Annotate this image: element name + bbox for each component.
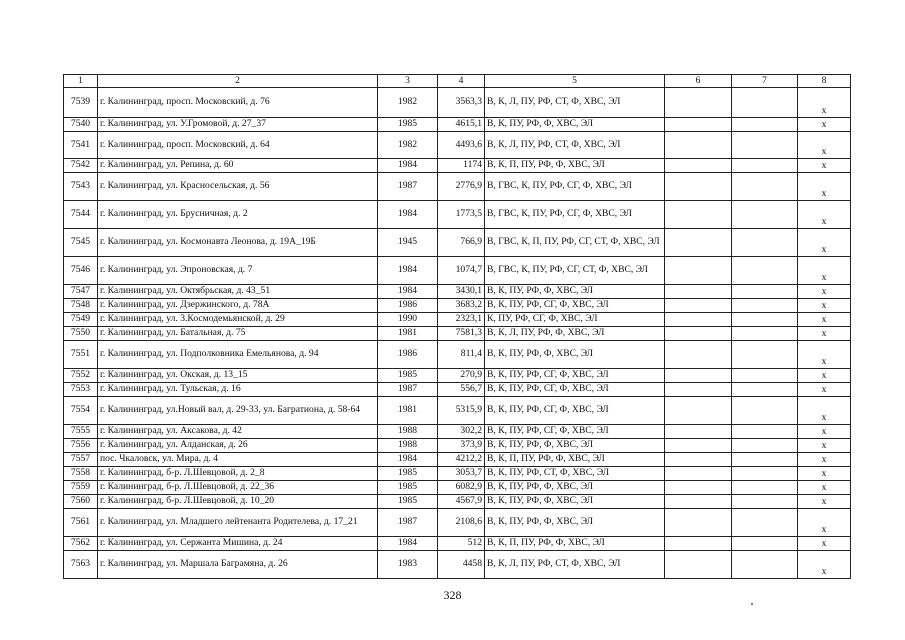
table-row: [64, 425, 851, 439]
mark-cell: x: [798, 551, 851, 579]
mark-cell: x: [798, 159, 851, 173]
services-cell: В, К, ПУ, РФ, Ф, ХВС, ЭЛ: [485, 341, 665, 369]
address-cell: г. Калининград, ул. Репина, д. 60: [98, 159, 378, 173]
row-number-cell: 7554: [64, 397, 98, 425]
address-cell: г. Калининград, ул. Подполковника Емельянова, д. 94: [98, 341, 378, 369]
mark-cell: x: [798, 88, 851, 118]
column-7-cell: [732, 173, 798, 201]
address-cell: г. Калининград, ул. У.Громовой, д. 27_37: [98, 118, 378, 132]
area-cell: 556,7: [438, 383, 485, 397]
year-cell: 1985: [378, 369, 438, 383]
address-cell: г. Калининград, ул. Эпроновская, д. 7: [98, 257, 378, 285]
services-cell: В, К, ПУ, РФ, Ф, ХВС, ЭЛ: [485, 118, 665, 132]
column-6-cell: [665, 397, 732, 425]
mark-cell: x: [798, 509, 851, 537]
address-cell: г. Калининград, б-р. Л.Шевцовой, д. 2_8: [98, 467, 378, 481]
table-row: [64, 467, 851, 481]
year-cell: 1987: [378, 509, 438, 537]
area-cell: 1773,5: [438, 201, 485, 229]
column-6-cell: [665, 229, 732, 257]
column-6-cell: [665, 173, 732, 201]
year-cell: 1985: [378, 118, 438, 132]
area-cell: 2108,6: [438, 509, 485, 537]
area-cell: 3563,3: [438, 88, 485, 118]
table-row: [64, 159, 851, 173]
year-cell: 1984: [378, 285, 438, 299]
services-cell: В, К, ПУ, РФ, СГ, Ф, ХВС, ЭЛ: [485, 425, 665, 439]
column-6-cell: [665, 551, 732, 579]
area-cell: 4567,9: [438, 495, 485, 509]
column-7-cell: [732, 118, 798, 132]
row-number-cell: 7547: [64, 285, 98, 299]
column-6-cell: [665, 285, 732, 299]
area-cell: 766,9: [438, 229, 485, 257]
year-cell: 1985: [378, 495, 438, 509]
table-row: [64, 495, 851, 509]
services-cell: В, К, П, ПУ, РФ, Ф, ХВС, ЭЛ: [485, 453, 665, 467]
services-cell: В, К, ПУ, РФ, СГ, Ф, ХВС, ЭЛ: [485, 383, 665, 397]
table-row: [64, 201, 851, 229]
year-cell: 1985: [378, 467, 438, 481]
mark-cell: x: [798, 229, 851, 257]
year-cell: 1985: [378, 481, 438, 495]
table-row: [64, 537, 851, 551]
mark-cell: x: [798, 383, 851, 397]
table-row: [64, 551, 851, 579]
column-7-cell: [732, 369, 798, 383]
services-cell: В, К, Л, ПУ, РФ, СТ, Ф, ХВС, ЭЛ: [485, 551, 665, 579]
year-cell: 1987: [378, 383, 438, 397]
mark-cell: x: [798, 313, 851, 327]
year-cell: 1984: [378, 201, 438, 229]
year-cell: 1982: [378, 88, 438, 118]
mark-cell: x: [798, 537, 851, 551]
year-cell: 1981: [378, 327, 438, 341]
table-row: [64, 341, 851, 369]
services-cell: В, К, П, ПУ, РФ, Ф, ХВС, ЭЛ: [485, 537, 665, 551]
mark-cell: x: [798, 299, 851, 313]
mark-cell: x: [798, 327, 851, 341]
row-number-cell: 7552: [64, 369, 98, 383]
mark-cell: x: [798, 453, 851, 467]
mark-cell: x: [798, 132, 851, 159]
area-cell: 4458: [438, 551, 485, 579]
address-cell: г. Калининград, ул. Брусничная, д. 2: [98, 201, 378, 229]
row-number-cell: 7557: [64, 453, 98, 467]
area-cell: 3683,2: [438, 299, 485, 313]
year-cell: 1987: [378, 173, 438, 201]
row-number-cell: 7544: [64, 201, 98, 229]
scan-speck: [751, 603, 753, 605]
services-cell: В, К, ПУ, РФ, Ф, ХВС, ЭЛ: [485, 285, 665, 299]
column-6-cell: [665, 257, 732, 285]
column-6-cell: [665, 118, 732, 132]
year-cell: 1988: [378, 439, 438, 453]
column-header-7: 7: [732, 75, 798, 88]
column-7-cell: [732, 425, 798, 439]
address-cell: г. Калининград, ул. Маршала Баграмяна, д. 26: [98, 551, 378, 579]
table-row: [64, 285, 851, 299]
row-number-cell: 7553: [64, 383, 98, 397]
address-cell: г. Калининград, ул.Новый вал, д. 29-33, ул. Багратиона, д. 58-64: [98, 397, 378, 425]
area-cell: 270,9: [438, 369, 485, 383]
table-row: [64, 481, 851, 495]
area-cell: 4212,2: [438, 453, 485, 467]
year-cell: 1984: [378, 537, 438, 551]
column-7-cell: [732, 132, 798, 159]
row-number-cell: 7555: [64, 425, 98, 439]
column-6-cell: [665, 132, 732, 159]
column-7-cell: [732, 285, 798, 299]
row-number-cell: 7543: [64, 173, 98, 201]
table-row: [64, 313, 851, 327]
column-6-cell: [665, 88, 732, 118]
services-cell: К, ПУ, РФ, СГ, Ф, ХВС, ЭЛ: [485, 313, 665, 327]
column-7-cell: [732, 481, 798, 495]
row-number-cell: 7546: [64, 257, 98, 285]
year-cell: 1984: [378, 159, 438, 173]
column-6-cell: [665, 383, 732, 397]
services-cell: В, К, ПУ, РФ, СТ, Ф, ХВС, ЭЛ: [485, 467, 665, 481]
column-7-cell: [732, 509, 798, 537]
services-cell: В, К, ПУ, РФ, СГ, Ф, ХВС, ЭЛ: [485, 299, 665, 313]
year-cell: 1984: [378, 453, 438, 467]
address-cell: г. Калининград, б-р. Л.Шевцовой, д. 10_20: [98, 495, 378, 509]
services-cell: В, К, ПУ, РФ, Ф, ХВС, ЭЛ: [485, 481, 665, 495]
area-cell: 302,2: [438, 425, 485, 439]
table-row: [64, 369, 851, 383]
area-cell: 2776,9: [438, 173, 485, 201]
mark-cell: x: [798, 201, 851, 229]
mark-cell: x: [798, 118, 851, 132]
table-row: [64, 397, 851, 425]
address-cell: г. Калининград, ул. 3.Космодемьянской, д. 29: [98, 313, 378, 327]
address-cell: г. Калининград, ул. Тульская, д. 16: [98, 383, 378, 397]
page-number: 328: [443, 588, 462, 602]
table-row: [64, 132, 851, 159]
table-row: [64, 383, 851, 397]
column-header-3: 3: [378, 75, 438, 88]
column-7-cell: [732, 537, 798, 551]
area-cell: 6082,9: [438, 481, 485, 495]
address-cell: пос. Чкаловск, ул. Мира, д. 4: [98, 453, 378, 467]
column-7-cell: [732, 201, 798, 229]
row-number-cell: 7562: [64, 537, 98, 551]
table-row: [64, 327, 851, 341]
column-7-cell: [732, 313, 798, 327]
services-cell: В, ГВС, К, П, ПУ, РФ, СГ, СТ, Ф, ХВС, ЭЛ: [485, 229, 665, 257]
column-7-cell: [732, 467, 798, 481]
column-7-cell: [732, 88, 798, 118]
address-cell: г. Калининград, ул. Сержанта Мишина, д. 24: [98, 537, 378, 551]
address-cell: г. Калининград, ул. Космонавта Леонова, д. 19А_19Б: [98, 229, 378, 257]
column-6-cell: [665, 537, 732, 551]
table-row: [64, 257, 851, 285]
table-row: [64, 118, 851, 132]
year-cell: 1984: [378, 257, 438, 285]
address-cell: г. Калининград, ул. Алданская, д. 26: [98, 439, 378, 453]
year-cell: 1983: [378, 551, 438, 579]
table-row: [64, 88, 851, 118]
row-number-cell: 7559: [64, 481, 98, 495]
services-cell: В, ГВС, К, ПУ, РФ, СГ, СТ, Ф, ХВС, ЭЛ: [485, 257, 665, 285]
row-number-cell: 7556: [64, 439, 98, 453]
table-row: [64, 299, 851, 313]
year-cell: 1986: [378, 341, 438, 369]
column-7-cell: [732, 453, 798, 467]
column-header-4: 4: [438, 75, 485, 88]
address-cell: г. Калининград, ул. Дзержинского, д. 78А: [98, 299, 378, 313]
row-number-cell: 7540: [64, 118, 98, 132]
address-cell: г. Калининград, ул. Октябрьская, д. 43_51: [98, 285, 378, 299]
area-cell: 512: [438, 537, 485, 551]
services-cell: В, К, Л, ПУ, РФ, СТ, Ф, ХВС, ЭЛ: [485, 88, 665, 118]
address-cell: г. Калининград, ул. Окская, д. 13_15: [98, 369, 378, 383]
year-cell: 1982: [378, 132, 438, 159]
column-7-cell: [732, 341, 798, 369]
mark-cell: x: [798, 369, 851, 383]
column-6-cell: [665, 159, 732, 173]
column-6-cell: [665, 439, 732, 453]
column-6-cell: [665, 425, 732, 439]
year-cell: 1988: [378, 425, 438, 439]
address-cell: г. Калининград, ул. Младшего лейтенанта Родителева, д. 17_21: [98, 509, 378, 537]
row-number-cell: 7551: [64, 341, 98, 369]
mark-cell: x: [798, 397, 851, 425]
row-number-cell: 7550: [64, 327, 98, 341]
column-6-cell: [665, 369, 732, 383]
row-number-cell: 7561: [64, 509, 98, 537]
address-cell: г. Калининград, ул. Красносельская, д. 56: [98, 173, 378, 201]
column-6-cell: [665, 313, 732, 327]
column-6-cell: [665, 327, 732, 341]
mark-cell: x: [798, 341, 851, 369]
row-number-cell: 7548: [64, 299, 98, 313]
row-number-cell: 7558: [64, 467, 98, 481]
services-cell: В, К, ПУ, РФ, Ф, ХВС, ЭЛ: [485, 439, 665, 453]
column-6-cell: [665, 201, 732, 229]
address-cell: г. Калининград, просп. Московский, д. 64: [98, 132, 378, 159]
table-row: [64, 439, 851, 453]
row-number-cell: 7549: [64, 313, 98, 327]
column-6-cell: [665, 481, 732, 495]
column-7-cell: [732, 397, 798, 425]
column-6-cell: [665, 467, 732, 481]
column-header-5: 5: [485, 75, 665, 88]
mark-cell: x: [798, 481, 851, 495]
column-header-6: 6: [665, 75, 732, 88]
year-cell: 1945: [378, 229, 438, 257]
area-cell: 7581,3: [438, 327, 485, 341]
services-cell: В, К, Л, ПУ, РФ, Ф, ХВС, ЭЛ: [485, 327, 665, 341]
mark-cell: x: [798, 467, 851, 481]
services-cell: В, ГВС, К, ПУ, РФ, СГ, Ф, ХВС, ЭЛ: [485, 173, 665, 201]
header-row: [64, 75, 851, 88]
table-row: [64, 229, 851, 257]
services-cell: В, К, ПУ, РФ, Ф, ХВС, ЭЛ: [485, 509, 665, 537]
column-7-cell: [732, 383, 798, 397]
row-number-cell: 7545: [64, 229, 98, 257]
services-cell: В, К, ПУ, РФ, Ф, ХВС, ЭЛ: [485, 495, 665, 509]
year-cell: 1981: [378, 397, 438, 425]
column-6-cell: [665, 509, 732, 537]
column-header-2: 2: [98, 75, 378, 88]
year-cell: 1990: [378, 313, 438, 327]
area-cell: 5315,9: [438, 397, 485, 425]
column-7-cell: [732, 299, 798, 313]
row-number-cell: 7541: [64, 132, 98, 159]
year-cell: 1986: [378, 299, 438, 313]
address-cell: г. Калининград, б-р. Л.Шевцовой, д. 22_36: [98, 481, 378, 495]
column-7-cell: [732, 551, 798, 579]
services-cell: В, ГВС, К, ПУ, РФ, СГ, Ф, ХВС, ЭЛ: [485, 201, 665, 229]
services-cell: В, К, П, ПУ, РФ, Ф, ХВС, ЭЛ: [485, 159, 665, 173]
column-6-cell: [665, 453, 732, 467]
address-cell: г. Калининград, просп. Московский, д. 76: [98, 88, 378, 118]
row-number-cell: 7563: [64, 551, 98, 579]
row-number-cell: 7542: [64, 159, 98, 173]
registry-table: [63, 74, 851, 579]
mark-cell: x: [798, 439, 851, 453]
row-number-cell: 7560: [64, 495, 98, 509]
table-row: [64, 509, 851, 537]
column-6-cell: [665, 495, 732, 509]
table-body: [64, 88, 851, 579]
column-6-cell: [665, 299, 732, 313]
column-7-cell: [732, 257, 798, 285]
area-cell: 1174: [438, 159, 485, 173]
column-7-cell: [732, 327, 798, 341]
services-cell: В, К, Л, ПУ, РФ, СТ, Ф, ХВС, ЭЛ: [485, 132, 665, 159]
table-row: [64, 173, 851, 201]
mark-cell: x: [798, 425, 851, 439]
mark-cell: x: [798, 257, 851, 285]
column-7-cell: [732, 229, 798, 257]
row-number-cell: 7539: [64, 88, 98, 118]
area-cell: 3430,1: [438, 285, 485, 299]
area-cell: 4493,6: [438, 132, 485, 159]
column-6-cell: [665, 341, 732, 369]
area-cell: 4615,1: [438, 118, 485, 132]
table-row: [64, 453, 851, 467]
column-7-cell: [732, 495, 798, 509]
address-cell: г. Калининград, ул. Батальная, д. 75: [98, 327, 378, 341]
area-cell: 373,9: [438, 439, 485, 453]
area-cell: 3053,7: [438, 467, 485, 481]
mark-cell: x: [798, 495, 851, 509]
area-cell: 1074,7: [438, 257, 485, 285]
mark-cell: x: [798, 285, 851, 299]
area-cell: 811,4: [438, 341, 485, 369]
address-cell: г. Калининград, ул. Аксакова, д. 42: [98, 425, 378, 439]
column-7-cell: [732, 439, 798, 453]
column-header-1: 1: [64, 75, 98, 88]
services-cell: В, К, ПУ, РФ, СГ, Ф, ХВС, ЭЛ: [485, 369, 665, 383]
area-cell: 2323,1: [438, 313, 485, 327]
column-header-8: 8: [798, 75, 851, 88]
mark-cell: x: [798, 173, 851, 201]
column-7-cell: [732, 159, 798, 173]
services-cell: В, К, ПУ, РФ, СГ, Ф, ХВС, ЭЛ: [485, 397, 665, 425]
